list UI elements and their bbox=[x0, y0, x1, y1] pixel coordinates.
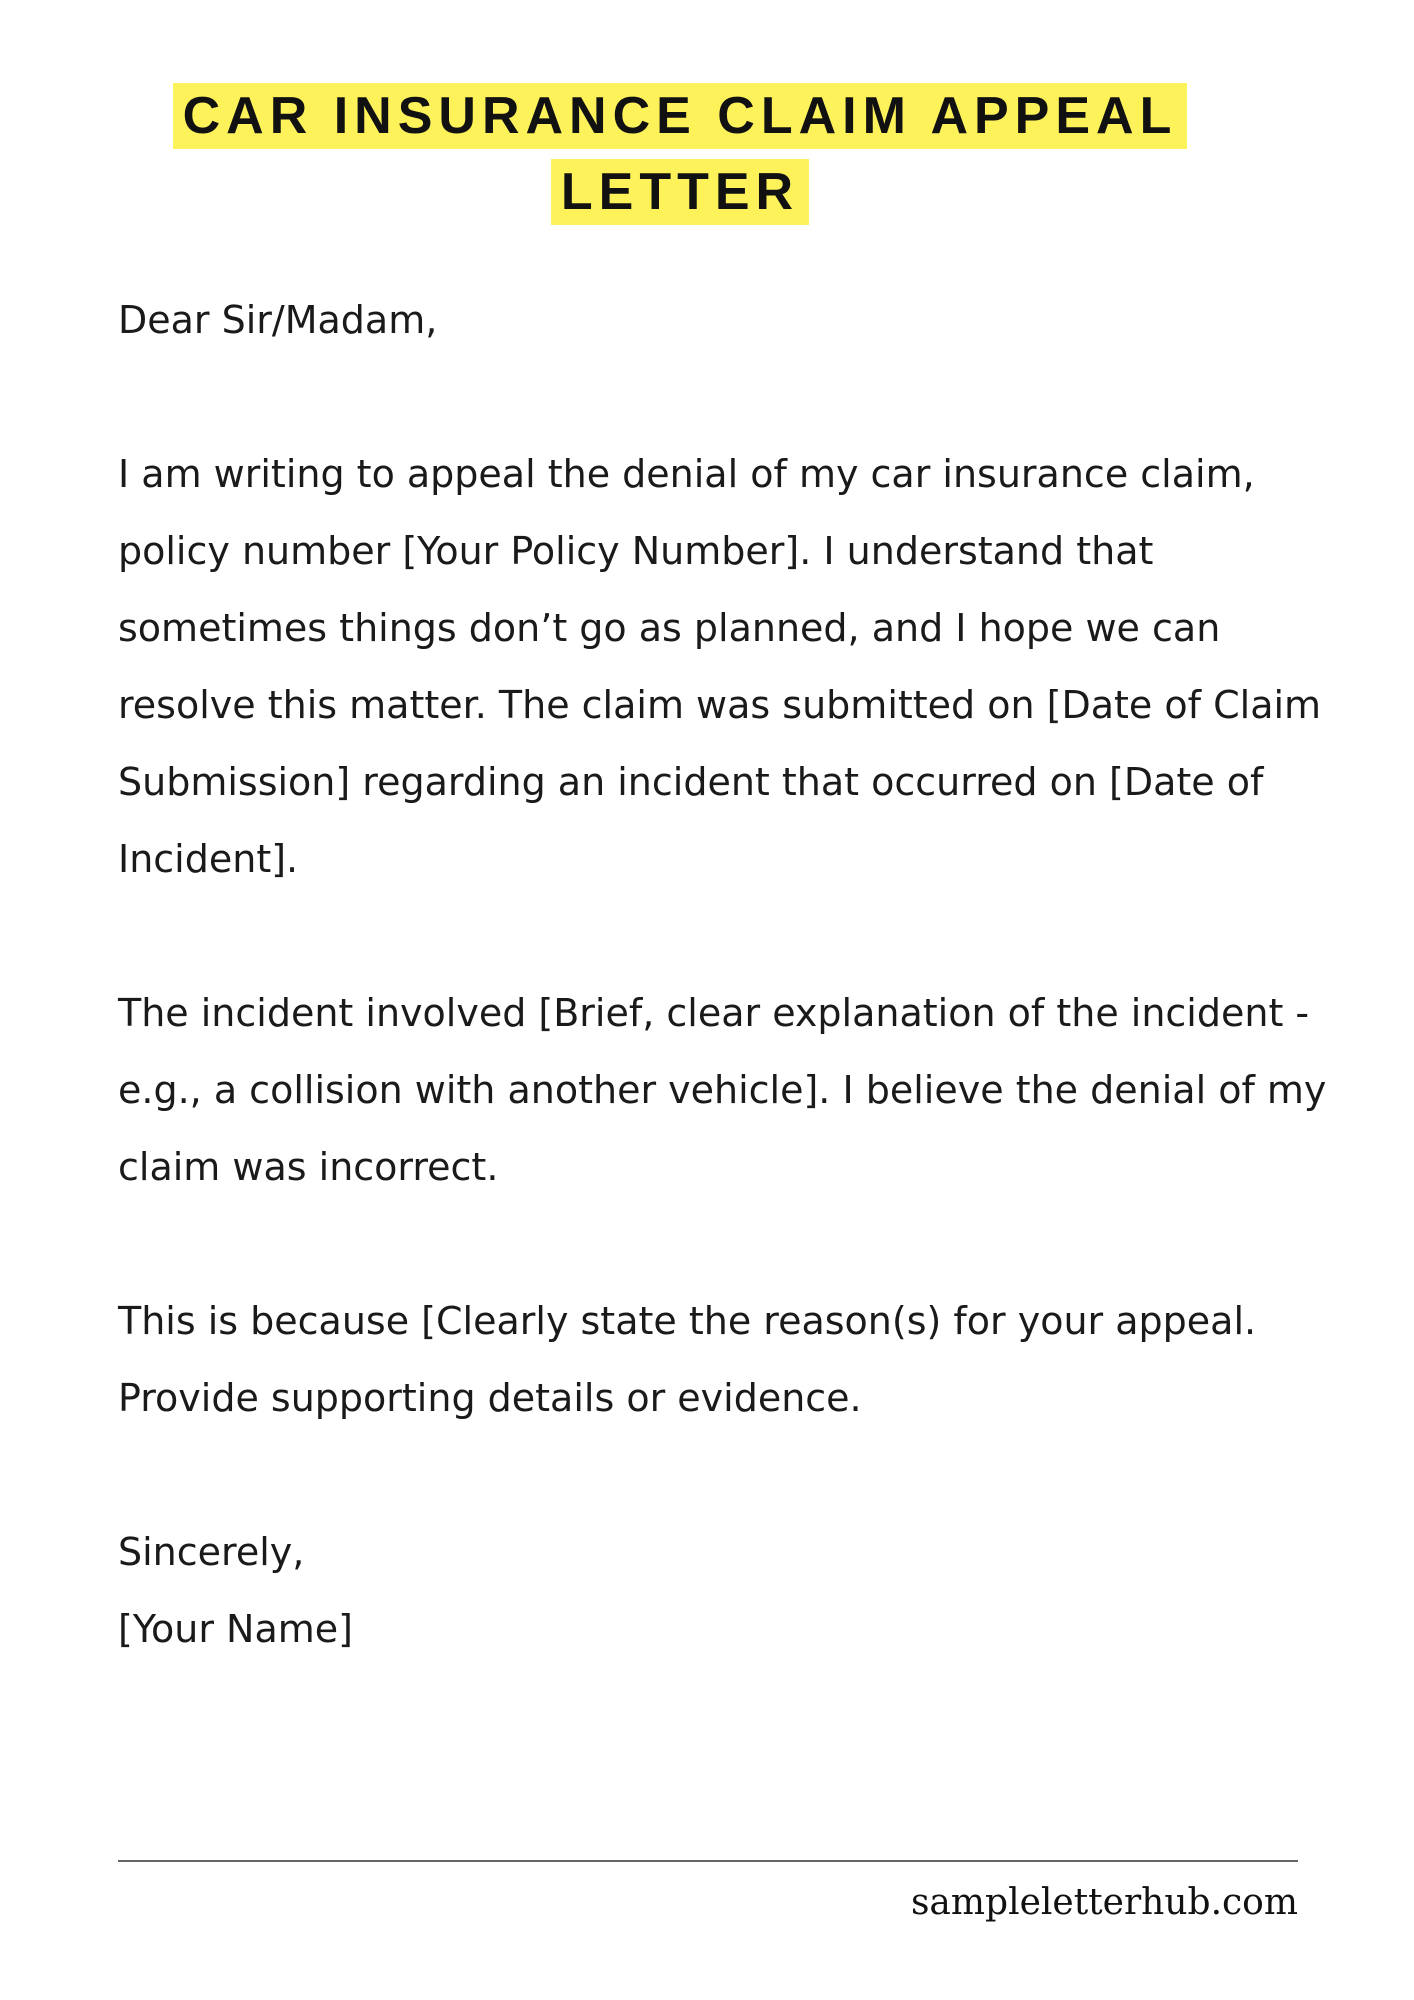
title-highlight: CAR INSURANCE CLAIM APPEAL LETTER bbox=[173, 83, 1188, 225]
page-title bbox=[80, 78, 1280, 230]
paragraph-incident: The incident involved [Brief, clear explanation of the incident - e.g., a collision with another vehicle]. I believe the denial of my claim was incorrect. bbox=[118, 991, 1327, 1189]
footer-divider bbox=[118, 1860, 1298, 1862]
paragraph-reason: This is because [Clearly state the reason(s) for your appeal. Provide supporting details or evidence. bbox=[118, 1299, 1257, 1420]
letter-body bbox=[118, 282, 1358, 1668]
footer-site-name: sampleletterhub.com bbox=[910, 1882, 1298, 1923]
paragraph-intro: I am writing to appeal the denial of my car insurance claim, policy number [Your Policy Number]. I understand that sometimes things don’t go as planned, and I hope we can resolve this matter. The claim was submitted on [Date of Claim Submission] regarding an incident that occurred on [Date of Incident]. bbox=[118, 452, 1322, 881]
closing: Sincerely, bbox=[118, 1530, 305, 1574]
signature: [Your Name] bbox=[118, 1607, 353, 1651]
salutation: Dear Sir/Madam, bbox=[118, 298, 438, 342]
